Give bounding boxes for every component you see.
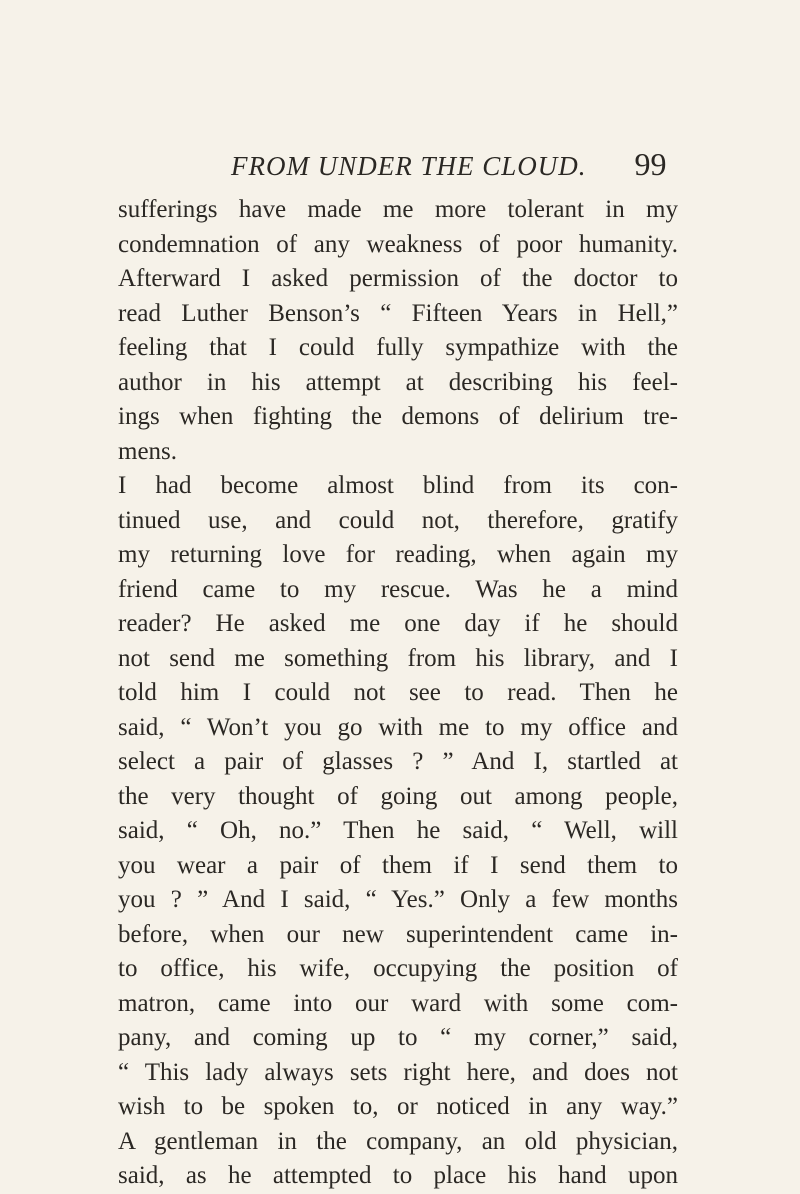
page-number: 99	[634, 146, 667, 182]
text-line: select a pair of glasses ? ” And I, startled at	[118, 748, 678, 775]
text-line: wish to be spoken to, or noticed in any way.”	[118, 1093, 678, 1120]
text-line: not send me something from his library, and I	[118, 644, 678, 672]
text-line: ings when fighting the demons of delirium tre-	[118, 403, 678, 430]
text-line: “ This lady always sets right here, and does not	[118, 1058, 678, 1086]
text-line: feeling that I could fully sympathize with the	[118, 334, 678, 361]
text-line: said, “ Oh, no.” Then he said, “ Well, will	[118, 817, 678, 844]
text-line: said, “ Won’t you go with me to my office and	[118, 713, 678, 741]
text-line: my returning love for reading, when again my	[118, 541, 678, 568]
text-line: said, as he attempted to place his hand upon	[118, 1162, 678, 1189]
text-line: read Luther Benson’s “ Fifteen Years in Hell,”	[118, 299, 678, 327]
running-head	[198, 146, 667, 183]
text-line: before, when our new superintendent came in-	[118, 920, 678, 948]
text-line: friend came to my rescue. Was he a mind	[118, 575, 678, 603]
text-line: to office, his wife, occupying the position of	[118, 955, 678, 982]
text-line: mens.	[118, 437, 178, 465]
text-line: tinued use, and could not, therefore, gratify	[118, 506, 678, 534]
text-line: matron, came into our ward with some com-	[118, 989, 678, 1017]
text-line: you wear a pair of them if I send them to	[118, 851, 678, 879]
text-line: reader? He asked me one day if he should	[118, 610, 678, 637]
body-text	[118, 193, 678, 1194]
text-line: told him I could not see to read. Then he	[118, 679, 678, 706]
text-line: Afterward I asked permission of the doctor to	[118, 265, 678, 292]
text-line: I had become almost blind from its con-	[118, 472, 678, 499]
text-line: author in his attempt at describing his feel-	[118, 368, 678, 396]
text-line: condemnation of any weakness of poor humanity.	[118, 230, 678, 258]
running-title: FROM UNDER THE CLOUD.	[231, 151, 587, 181]
text-line: A gentleman in the company, an old physician,	[118, 1127, 678, 1155]
text-line: you ? ” And I said, “ Yes.” Only a few months	[118, 886, 678, 913]
text-line: pany, and coming up to “ my corner,” said,	[118, 1024, 678, 1051]
text-line: sufferings have made me more tolerant in my	[118, 196, 678, 223]
text-line: the very thought of going out among people,	[118, 782, 678, 810]
